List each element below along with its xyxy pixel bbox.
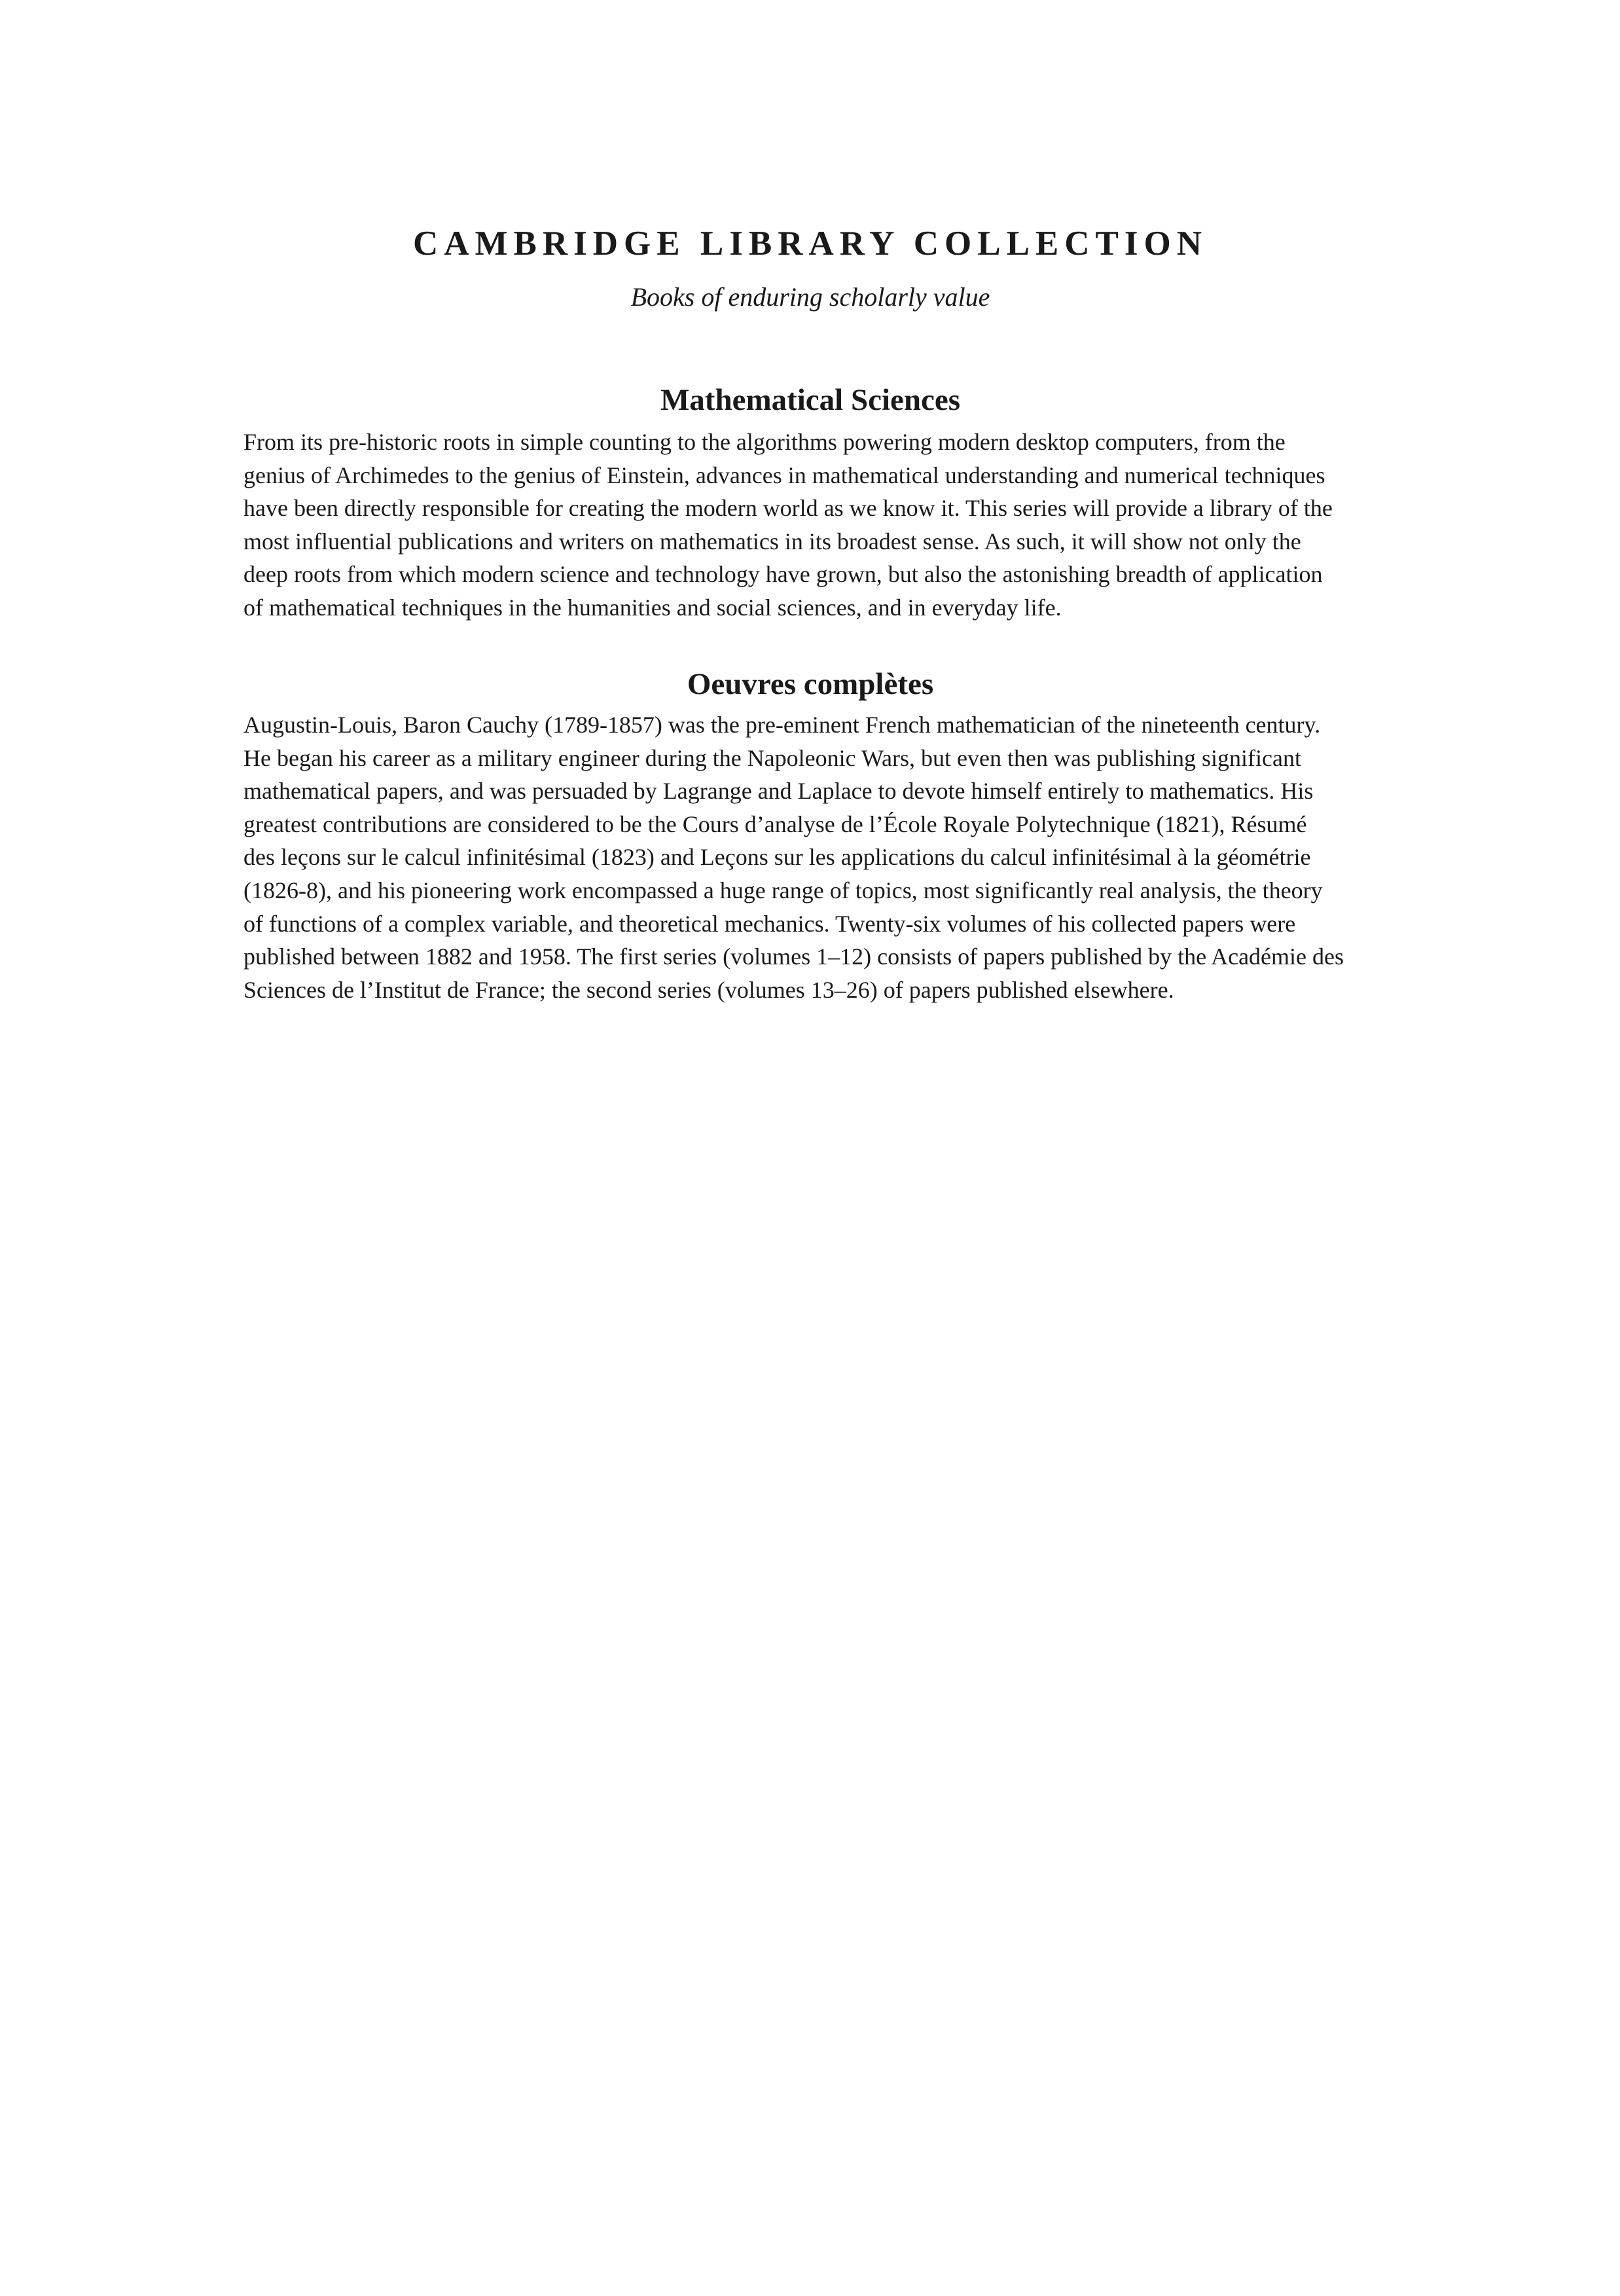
section-heading-oeuvres-completes: Oeuvres complètes [687, 667, 934, 701]
body-line: mathematical papers, and was persuaded by Lagrange and Laplace to devote himself entirely to mathematics. His [243, 778, 1314, 805]
collection-subtitle: Books of enduring scholarly value [630, 282, 990, 312]
body-line: published between 1882 and 1958. The first series (volumes 1–12) consists of papers published by the Académie des [243, 943, 1344, 970]
body-line: genius of Archimedes to the genius of Einstein, advances in mathematical understanding and numerical techniques [243, 462, 1325, 488]
body-line: des leçons sur le calcul infinitésimal (1823) and Leçons sur les applications du calcul infinitésimal à la géométrie [243, 844, 1311, 871]
body-line: of functions of a complex variable, and theoretical mechanics. Twenty-six volumes of his collected papers were [243, 910, 1296, 937]
body-line: of mathematical techniques in the humanities and social sciences, and in everyday life. [243, 594, 1062, 621]
body-line: (1826-8), and his pioneering work encompassed a huge range of topics, most significantly real analysis, the theory [243, 877, 1323, 903]
collection-title: CAMBRIDGE LIBRARY COLLECTION [412, 225, 1208, 263]
body-line: Sciences de l’Institut de France; the second series (volumes 13–26) of papers published elsewhere. [243, 976, 1174, 1003]
body-line: greatest contributions are considered to be the Cours d’analyse de l’École Royale Polytechnique (1821), Résumé [243, 811, 1307, 837]
body-line: From its pre-historic roots in simple counting to the algorithms powering modern desktop computers, from the [243, 429, 1286, 455]
body-line: have been directly responsible for creating the modern world as we know it. This series will provide a library of the [243, 495, 1333, 522]
body-line: He began his career as a military engineer during the Napoleonic Wars, but even then was publishing significant [243, 744, 1301, 771]
section-body-mathematical-sciences [243, 426, 1377, 625]
section-body-oeuvres-completes [243, 708, 1377, 1006]
body-line: most influential publications and writers on mathematics in its broadest sense. As such, it will show not only the [243, 528, 1301, 555]
section-heading-mathematical-sciences: Mathematical Sciences [660, 383, 961, 417]
body-line: Augustin-Louis, Baron Cauchy (1789-1857) was the pre-eminent French mathematician of the nineteenth century. [243, 712, 1321, 738]
body-line: deep roots from which modern science and technology have grown, but also the astonishing breadth of application [243, 561, 1323, 588]
